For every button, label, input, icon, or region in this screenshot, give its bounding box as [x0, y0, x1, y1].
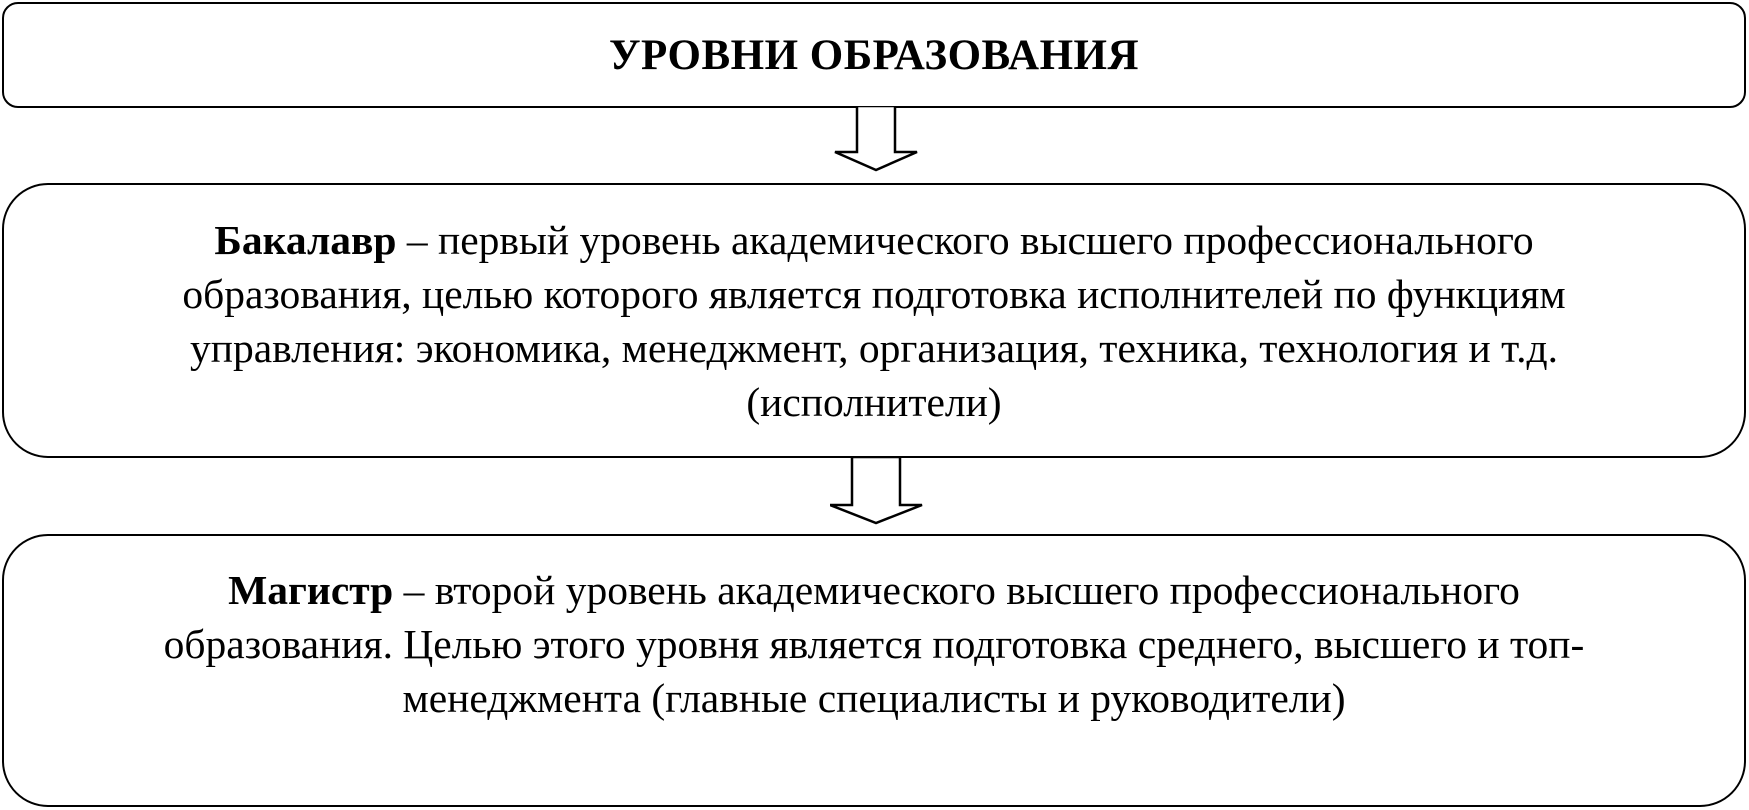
title-box [2, 2, 1746, 108]
bachelor-line-3: управления: экономика, менеджмент, организация, техника, технология и т.д. [190, 325, 1558, 371]
master-description [4, 563, 1744, 725]
master-line-1: Магистр – второй уровень академического высшего профессионального [228, 567, 1520, 613]
master-line-2: образования. Целью этого уровня является подготовка среднего, высшего и топ- [163, 621, 1585, 667]
bachelor-line-1: Бакалавр – первый уровень академического высшего профессионального [214, 217, 1534, 263]
diagram-title: УРОВНИ ОБРАЗОВАНИЯ [608, 31, 1140, 79]
bachelor-description [4, 213, 1744, 429]
bachelor-term: Бакалавр [214, 217, 397, 263]
down-arrow-icon [830, 457, 924, 527]
master-box [2, 534, 1746, 807]
down-arrow-icon [830, 106, 924, 172]
master-term: Магистр [228, 567, 394, 613]
bachelor-line-2: образования, целью которого является подготовка исполнителей по функциям [182, 271, 1566, 317]
master-line-3: менеджмента (главные специалисты и руководители) [402, 675, 1346, 721]
bachelor-line-4: (исполнители) [746, 379, 1002, 425]
bachelor-box [2, 183, 1746, 458]
